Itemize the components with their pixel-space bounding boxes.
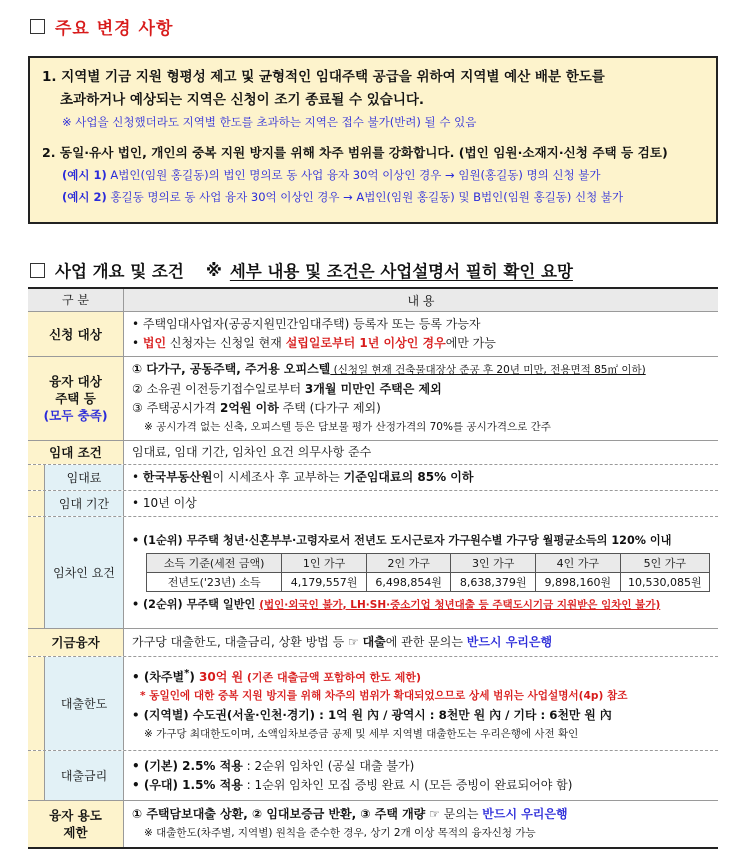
text: : 2순위 임차인 (공실 대출 불가): [242, 758, 415, 773]
text: •: [132, 470, 143, 484]
table-header-row: [28, 289, 718, 312]
limit-line-1: [132, 664, 710, 687]
income-header-cell: 소득 기준(세전 금액): [147, 553, 282, 572]
usage-label-line-2: 제한: [63, 825, 88, 840]
limit-line-2: * 동일인에 대한 중복 지원 방지를 위해 차주의 범위가 확대되었으므로 상세 범위는 사업설명서(4p) 참조: [140, 689, 628, 702]
row-fund-loan: [28, 629, 718, 657]
text: 한국부동산원: [142, 470, 213, 484]
text: • (차주별: [132, 669, 185, 684]
text: ☞ 문의는: [425, 807, 483, 821]
text: ② 소유권 이전등기접수일로부터: [132, 382, 305, 396]
text: (법인·외국인 불가, LH·SH·중소기업 청년대출 등 주택도시기금 지원받은 임차인 불가): [259, 598, 661, 611]
rent-line: [132, 468, 710, 487]
income-header-cell: 3인 가구: [451, 553, 536, 572]
text: 신청자는 신청일 현재: [166, 336, 286, 350]
notice-example-2: [42, 186, 706, 208]
target-label: [28, 357, 124, 440]
income-value-cell: 6,498,854원: [366, 572, 451, 591]
rate-line-2: [132, 776, 710, 795]
target-label-line-1: 융자 대상: [49, 374, 102, 389]
row-rent: [28, 465, 718, 491]
text: 가구당 대출한도, 대출금리, 상환 방법 등 ☞: [132, 635, 363, 649]
notice-item-1-note: ※ 사업을 신청했더라도 지역별 한도를 초과하는 지역은 접수 불가(반려) 될 수 있음: [62, 115, 477, 129]
text: 3개월 미만인 주택은 제외: [304, 382, 442, 396]
notice-item-1-line-2: 초과하거나 예상되는 지역은 신청이 조기 종료될 수 있습니다.: [60, 92, 425, 108]
income-header-cell: 5인 가구: [620, 553, 709, 572]
rent-label-cell: [28, 465, 124, 490]
target-line-4: ※ 공시가격 없는 신축, 오피스텔 등은 담보물 평가 산정가격의 70%를 공시가격으로 간주: [144, 421, 551, 433]
target-label-line-2: 주택 등: [55, 391, 96, 406]
row-loan-rate: [28, 751, 718, 801]
income-header-cell: 4인 가구: [535, 553, 620, 572]
rent-content: [124, 465, 718, 490]
lease-content: [124, 441, 718, 464]
section-note: 세부 내용 및 조건은 사업설명서 필히 확인 요망: [229, 262, 573, 281]
text: ③ 주택공시가격: [132, 401, 220, 415]
row-eligibility: [28, 312, 718, 357]
text: • (2순위) 무주택 일반인: [132, 597, 260, 611]
usage-line-1: [132, 805, 710, 824]
rate-label-cell: [28, 751, 124, 800]
text: ): [189, 669, 200, 684]
target-line-2: [132, 380, 710, 399]
notice-item-1-line-1: 1. 지역별 기금 지원 형평성 제고 및 균형적인 임대주택 공급을 위하여 지역별 예산 배분 한도를: [42, 69, 605, 85]
checkbox-square-icon: [30, 19, 45, 34]
tenant-label: 임차인 요건: [44, 517, 123, 628]
rent-label: 임대료: [44, 465, 123, 490]
rate-label: 대출금리: [44, 751, 123, 800]
usage-line-2: ※ 대출한도(차주별, 지역별) 원칙을 준수한 경우, 상기 2개 이상 목적의 융자신청 가능: [144, 827, 536, 839]
usage-label-line-1: 융자 용도: [49, 808, 102, 823]
row-lease-conditions: [28, 441, 718, 465]
sub-pad: [28, 491, 44, 516]
target-line-1: [132, 360, 710, 380]
text: 2억원 이하: [219, 401, 279, 415]
income-value-cell: 8,638,379원: [451, 572, 536, 591]
text: 대출: [362, 635, 386, 649]
income-table: [146, 553, 710, 592]
section-heading-overview: [30, 258, 573, 282]
row-lease-period: [28, 491, 718, 517]
rate-line-1: [132, 757, 710, 776]
sub-pad: [28, 465, 44, 490]
fund-content: [124, 629, 718, 656]
text: 기준임대료의 85% 이하: [343, 470, 474, 484]
reference-mark: ※: [205, 260, 222, 280]
period-content: [124, 491, 718, 516]
example-2-text: 홍길동 명의로 동 사업 융자 30억 이상인 경우 → A법인(임원 홍길동) 및 B법인(임원 홍길동) 신청 불가: [106, 190, 624, 204]
tenant-line-1: • (1순위) 무주택 청년·신혼부부·고령자로서 전년도 도시근로자 가구원수별 가구당 월평균소득의 120% 이내: [132, 533, 672, 547]
income-value-cell: 전년도('23년) 소득: [147, 572, 282, 591]
tenant-line-2: [132, 595, 710, 615]
limit-line-3: • (지역별) 수도권(서울·인천·경기) : 1억 원 內 / 광역시 : 8천만 원 內 / 기타 : 6천만 원 內: [132, 707, 612, 722]
lease-text: 임대료, 임대 기간, 임차인 요건 의무사항 준수: [132, 445, 372, 459]
target-label-line-3: (모두 충족): [43, 408, 108, 423]
text: *: [184, 667, 190, 679]
woori-bank-highlight: 반드시 우리은행: [466, 635, 553, 649]
example-1-label: (예시 1): [62, 168, 107, 182]
limit-line-4: ※ 가구당 최대한도이며, 소액임차보증금 공제 및 세부 지역별 대출한도는 우리은행에 사전 확인: [144, 727, 579, 740]
changes-notice-box: [28, 56, 718, 224]
text: 에만 가능: [445, 336, 496, 350]
section-heading-changes: [30, 14, 173, 39]
eligibility-label: 신청 대상: [28, 312, 124, 356]
overview-table: [28, 287, 718, 849]
fund-line: [132, 633, 710, 652]
sub-pad: [28, 657, 44, 750]
row-tenant-requirements: [28, 517, 718, 629]
row-target-housing: [28, 357, 718, 441]
text: (기존 대출금액 포함하여 한도 제한): [243, 670, 422, 684]
woori-bank-highlight: 반드시 우리은행: [482, 807, 568, 821]
lease-label: 임대 조건: [28, 441, 124, 464]
section-title: 주요 변경 사항: [55, 19, 174, 39]
notice-example-1: [42, 164, 706, 186]
row-usage-restriction: [28, 801, 718, 847]
usage-label: [28, 801, 124, 847]
text: • (우대) 1.5% 적용: [132, 777, 243, 792]
header-content: 내 용: [124, 289, 718, 311]
header-category: 구 분: [28, 289, 124, 311]
income-value-row: [147, 572, 710, 591]
text: 이 시세조사 후 교부하는: [212, 470, 344, 484]
text: 에 관한 문의는: [385, 635, 467, 649]
text: • (기본) 2.5% 적용: [132, 758, 243, 773]
text: •: [132, 336, 143, 350]
text: ① 주택담보대출 상환, ② 임대보증금 반환, ③ 주택 개량: [132, 807, 426, 821]
limit-label-cell: [28, 657, 124, 750]
tenant-label-cell: [28, 517, 124, 628]
target-line-3: [132, 399, 710, 418]
period-label-cell: [28, 491, 124, 516]
text: 30억 원: [199, 669, 244, 684]
checkbox-square-icon: [30, 263, 45, 278]
period-label: 임대 기간: [44, 491, 123, 516]
income-header-row: [147, 553, 710, 572]
income-header-cell: 2인 가구: [366, 553, 451, 572]
tenant-content: [124, 517, 718, 628]
eligibility-line-2: [132, 334, 710, 353]
text: : 1순위 임차인 모집 증빙 완료 시 (모든 증빙이 완료되어야 함): [242, 777, 573, 792]
sub-pad: [28, 517, 44, 628]
target-content: [124, 357, 718, 440]
eligibility-line-1: • 주택임대사업자(공공지원민간임대주택) 등록자 또는 등록 가능자: [132, 317, 481, 331]
section-title: 사업 개요 및 조건: [55, 262, 184, 281]
income-value-cell: 10,530,085원: [620, 572, 709, 591]
limit-content: [124, 657, 718, 750]
sub-pad: [28, 751, 44, 800]
corp-highlight: 법인: [142, 336, 167, 350]
row-loan-limit: [28, 657, 718, 751]
text: 주택 (다가구 제외): [278, 401, 381, 415]
notice-item-2: 2. 동일·유사 법인, 개인의 중복 지원 방지를 위해 차주 범위를 강화합니다. (법인 임원·소재지·신청 주택 등 검토): [42, 145, 668, 160]
text: (신청일 현재 건축물대장상 준공 후 20년 미만, 전용면적 85㎡ 이하): [330, 364, 646, 376]
period-line: • 10년 이상: [132, 496, 197, 510]
income-value-cell: 4,179,557원: [282, 572, 367, 591]
usage-content: [124, 801, 718, 847]
example-1-text: A법인(임원 홍길동)의 법인 명의로 동 사업 융자 30억 이상인 경우 → 임원(홍길동) 명의 신청 불가: [106, 168, 601, 182]
one-year-highlight: 설립일로부터 1년 이상인 경우: [285, 336, 446, 350]
income-value-cell: 9,898,160원: [535, 572, 620, 591]
text: ① 다가구, 공동주택, 주거용 오피스텔: [132, 362, 331, 376]
rate-content: [124, 751, 718, 800]
limit-label: 대출한도: [44, 657, 123, 750]
income-header-cell: 1인 가구: [282, 553, 367, 572]
eligibility-content: [124, 312, 718, 356]
fund-label: 기금융자: [28, 629, 124, 656]
example-2-label: (예시 2): [62, 190, 107, 204]
